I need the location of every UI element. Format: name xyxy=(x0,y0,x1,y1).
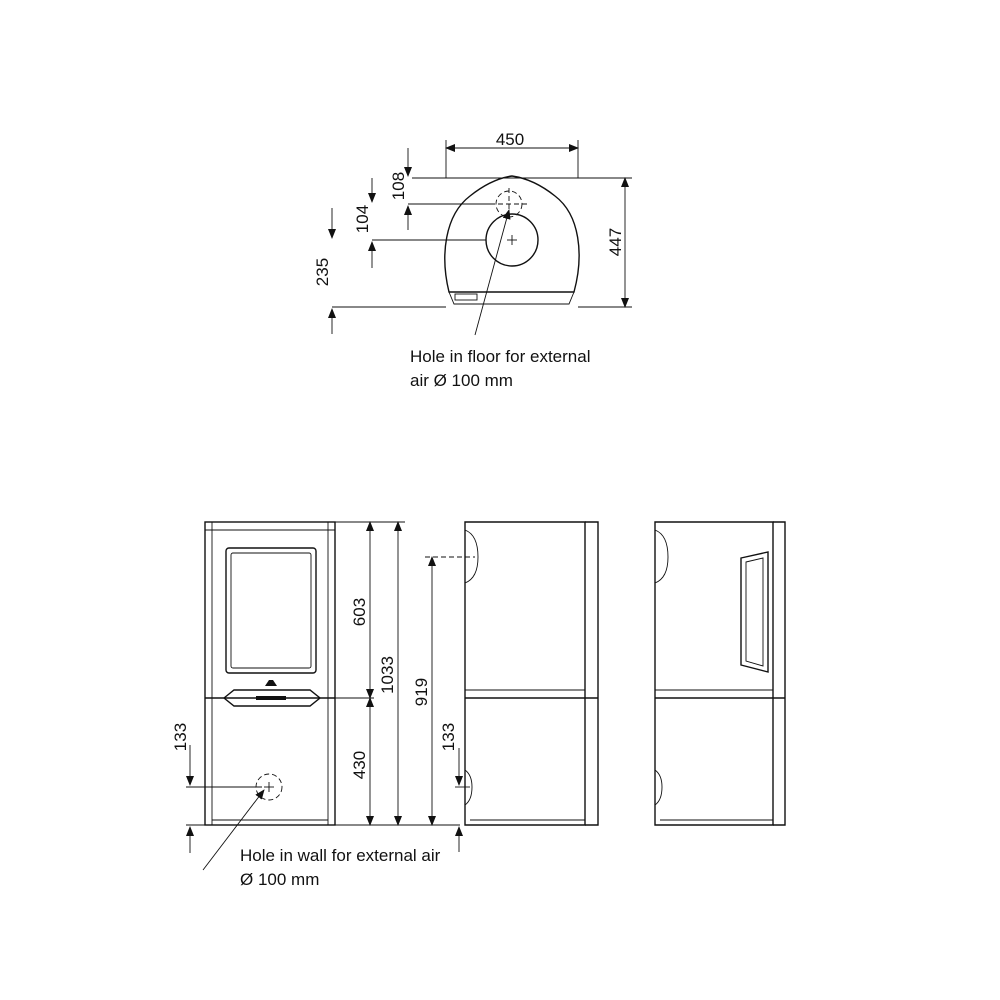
dim-919-label: 919 xyxy=(412,677,431,707)
side-view-right xyxy=(655,522,785,825)
top-view xyxy=(313,130,632,335)
dim-108-label: 108 xyxy=(389,171,408,201)
front-window xyxy=(226,548,316,673)
floor-hole-note-line1: Hole in floor for external xyxy=(410,347,591,366)
floor-hole-leader xyxy=(475,210,509,335)
dim-430-label: 430 xyxy=(350,750,369,780)
dim-133-left-label: 133 xyxy=(171,722,190,752)
dim-133-side-label: 133 xyxy=(439,722,458,752)
wall-hole-note-line1: Hole in wall for external air xyxy=(240,846,441,865)
front-view xyxy=(171,522,475,870)
dim-603-label: 603 xyxy=(350,597,369,627)
dim-235-label: 235 xyxy=(313,257,332,287)
dim-1033-label: 1033 xyxy=(378,656,397,694)
dim-104-label: 104 xyxy=(353,204,372,234)
brand-logo xyxy=(265,680,277,686)
top-view-outline xyxy=(445,176,579,292)
floor-hole-note-line2: air Ø 100 mm xyxy=(410,371,513,390)
wall-hole-note-line2: Ø 100 mm xyxy=(240,870,320,889)
floor-hole-note xyxy=(410,345,590,393)
dim-450-label: 450 xyxy=(495,130,525,149)
top-view-handle xyxy=(455,294,477,300)
dim-447-label: 447 xyxy=(606,227,625,257)
wall-hole-note xyxy=(240,844,440,892)
side-view-left xyxy=(465,522,598,825)
